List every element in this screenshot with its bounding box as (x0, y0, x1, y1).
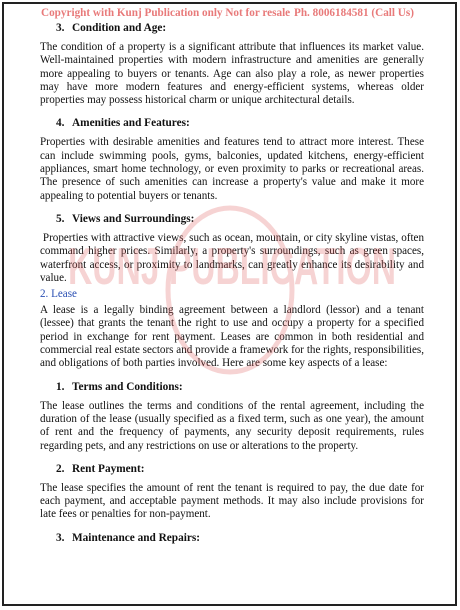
paragraph-views: Properties with attractive views, such as ocean, mountain, or city skyline vistas, often command higher prices. Similarly, a property's surroundings, such as green spaces, waterfront access, or proximity to landmarks, can greatly enhance its desirability and value. (40, 231, 427, 284)
document-page (2, 2, 457, 606)
heading-amenities (56, 116, 424, 130)
section-heading-lease: 2. Lease (40, 288, 77, 301)
heading-number: 5. (56, 212, 65, 225)
heading-title: Rent Payment: (72, 462, 145, 475)
heading-views (56, 212, 424, 226)
heading-number: 2. (56, 462, 65, 475)
heading-maintenance (56, 531, 424, 545)
heading-title: Maintenance and Repairs: (72, 531, 201, 544)
paragraph-rent: The lease specifies the amount of rent the tenant is required to pay, the due date for each payment, and acceptable payment methods. It may also include provisions for late fees or penalties for non-payment. (40, 481, 424, 521)
heading-condition-age (56, 21, 424, 35)
heading-title: Terms and Conditions: (72, 380, 183, 393)
document-body (40, 21, 427, 545)
paragraph-amenities: Properties with desirable amenities and features tend to attract more interest. These can include swimming pools, gyms, balconies, updated kitchens, energy-efficient appliances, smart home technology, or even proximity to parks or recreational areas. The presence of such amenities can increase a property's value and make it more appealing to potential buyers or tenants. (40, 136, 424, 202)
heading-title: Views and Surroundings: (72, 212, 195, 225)
heading-number: 3. (56, 22, 65, 34)
paragraph-terms: The lease outlines the terms and conditions of the rental agreement, including the duration of the lease (usually specified as a fixed term, such as one year), the amount of rent and the frequency of payments, any security deposit requirements, rules regarding pets, and any restrictions on use or alterations to the property. (40, 399, 424, 452)
copyright-notice: Copyright with Kunj Publication only Not for resale (41, 7, 291, 19)
heading-terms (56, 380, 424, 394)
heading-number: 4. (56, 117, 65, 130)
heading-rent (56, 462, 424, 476)
heading-number: 3. (56, 531, 65, 544)
phone-number: Ph. 8006184581 (Call Us) (294, 7, 414, 19)
paragraph-lease: A lease is a legally binding agreement between a landlord (lessor) and a tenant (lessee) that grants the tenant the right to use and occupy a property for a specified period in exchange for rent payment. Leases are common in both residential and commercial real estate sectors and provide a framework for the rights, responsibilities, and obligations of both parties involved. Here are some key aspects of a lease: (40, 304, 424, 370)
heading-title: Condition and Age: (72, 22, 167, 34)
heading-number: 1. (56, 380, 65, 393)
watermark-text: KUNJ PUBLICATION (68, 238, 396, 296)
heading-title: Amenities and Features: (72, 117, 190, 130)
paragraph-condition-age: The condition of a property is a significant attribute that influences its market value. Well-maintained properties with modern infrastructure and amenities are generally more appealing to buyers or tenants. Age can also play a role, as newer properties may have more modern features and energy-efficient systems, whereas older properties may possess historical charm or unique architectural details. (40, 41, 424, 107)
